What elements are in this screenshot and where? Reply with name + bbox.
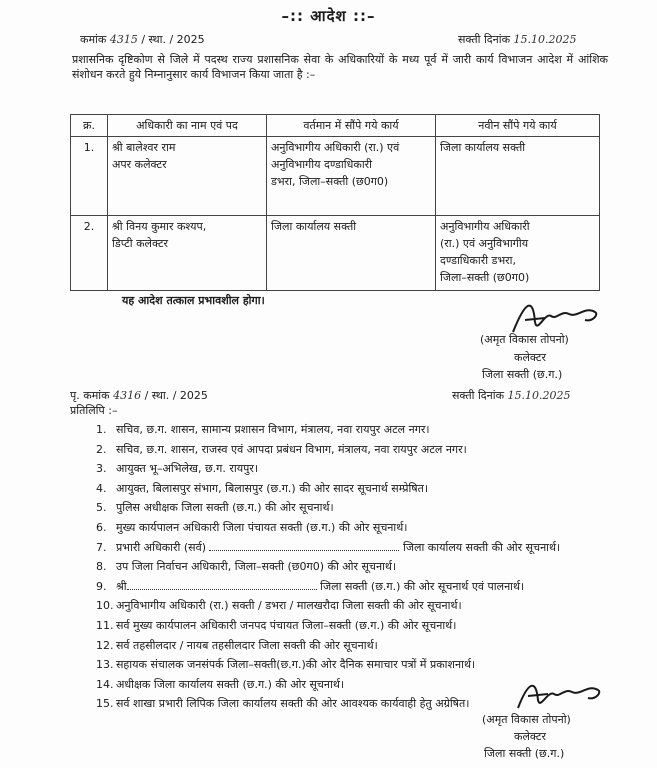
signatory-district: जिला सक्ती (छ.ग.)	[482, 368, 563, 381]
officer-name: श्री बालेश्वर राम	[112, 141, 176, 154]
cell-serial: 2.	[71, 216, 108, 291]
table-row	[71, 216, 600, 291]
new-line: दण्डाधिकारी डभरा,	[440, 254, 517, 267]
ref-prefix: पृ. कमांक	[70, 389, 110, 402]
officer-designation: डिप्टी कलेक्टर	[112, 237, 169, 250]
work-allocation-table	[70, 114, 600, 291]
cell-serial: 1.	[71, 137, 108, 216]
list-item: 2. सचिव, छ.ग. शासन, राजस्व एवं आपदा प्रबंधन विभाग, मंत्रालय, नवा रायपुर अटल नगर।	[96, 442, 467, 456]
list-item: 10. अनुविभागीय अधिकारी (रा.) सक्ती / डभरा / मालखरौदा जिला सक्ती की ओर सूचनार्थ।	[96, 599, 462, 613]
list-item: 9. श्री जिला सक्ती (छ.ग.) की ओर सूचनार्थ एवं पालनार्थ।	[96, 579, 525, 593]
date-value: 15.10.2025	[507, 389, 571, 402]
copy-list	[96, 420, 560, 714]
new-line: जिला कार्यालय सक्ती	[440, 141, 526, 154]
cell-new-work	[436, 216, 600, 291]
signature-mark	[512, 674, 608, 714]
officer-designation: अपर कलेक्टर	[112, 158, 167, 171]
cell-officer	[108, 137, 267, 216]
ref-suffix: / स्था. / 2025	[144, 389, 208, 402]
list-item: 13. सहायक संचालक जनसंपर्क जिला–सक्ती(छ.ग.)की ओर दैनिक समाचार पत्रों में प्रकाशनार्थ।	[96, 658, 476, 672]
date-label: सक्ती दिनांक	[452, 389, 505, 402]
header-serial: क्र.	[71, 115, 108, 137]
new-line: जिला–सक्ती (छ0ग0)	[440, 271, 530, 284]
ref-prefix: कमांक	[80, 33, 107, 46]
list-item: 14. अधीक्षक जिला कार्यालय सक्ती (छ.ग.) की ओर सूचनार्थ।	[96, 677, 345, 691]
signatory-district: जिला सक्ती (छ.ग.)	[484, 747, 565, 760]
order-title: –:: आदेश ::–	[281, 7, 376, 25]
blank-field	[127, 580, 317, 590]
copy-label: प्रतिलिपि :–	[70, 404, 118, 417]
header-new-work: नवीन सौंपे गये कार्य	[436, 115, 600, 137]
ref-suffix: / स्था. / 2025	[141, 33, 205, 46]
cell-current-work	[267, 216, 436, 291]
list-item: 12. सर्व तहसीलदार / नायब तहसीलदार जिला सक्ती की ओर सूचनार्थ।	[96, 638, 378, 652]
list-item: 3. आयुक्त भू–अभिलेख, छ.ग. रायपुर।	[96, 462, 258, 476]
intro-paragraph: प्रशासनिक दृष्टिकोण से जिले में पदस्थ राज्य प्रशासनिक सेवा के अधिकारियों के मध्य पूर्व में जारी कार्य विभाजन आदेश में आंशिक संशोधन करते हुये निम्नानुसार कार्य विभाजन किया जाता है :–	[72, 53, 608, 81]
list-item: 1. सचिव, छ.ग. शासन, सामान्य प्रशासन विभाग, मंत्रालय, नवा रायपुर अटल नगर।	[96, 423, 430, 436]
cell-officer	[108, 216, 267, 291]
officer-name: श्री विनय कुमार कश्यप,	[112, 220, 207, 233]
header-current-work: वर्तमान में सौंपे गये कार्य	[267, 115, 436, 137]
ref-number: 4316	[113, 389, 142, 402]
cell-new-work	[436, 137, 600, 216]
endorsement-date	[452, 388, 571, 403]
list-item: 11. सर्व मुख्य कार्यपालन अधिकारी जनपद पंचायत जिला–सक्ती (छ.ग.) की ओर सूचनार्थ।	[96, 618, 457, 632]
new-line: अनुविभागीय अधिकारी	[440, 220, 530, 233]
signatory-name: (अमृत विकास तोपनो)	[482, 713, 571, 726]
order-reference	[80, 32, 205, 47]
date-value: 15.10.2025	[513, 33, 577, 46]
signatory-designation: कलेक्टर	[514, 351, 546, 364]
cell-current-work	[267, 137, 436, 216]
list-item: 4. आयुक्त, बिलासपुर संभाग, बिलासपुर (छ.ग.) की ओर सादर सूचनार्थ सम्प्रेषित।	[96, 481, 429, 495]
blank-field	[209, 541, 399, 551]
list-item: 8. उप जिला निर्वाचन अधिकारी, जिला–सक्ती (छ0ग0) की ओर सूचनार्थ।	[96, 560, 397, 574]
effective-statement: यह आदेश तत्काल प्रभावशील होगा।	[122, 294, 265, 307]
current-line: अनुविभागीय अधिकारी (रा.) एवं	[271, 141, 400, 154]
ref-number: 4315	[109, 33, 138, 46]
current-line: डभरा, जिला–सक्ती (छ0ग0)	[271, 175, 389, 188]
signatory-name: (अमृत विकास तोपनो)	[480, 333, 569, 346]
signatory-designation: कलेक्टर	[514, 730, 546, 743]
list-item: 5. पुलिस अधीक्षक जिला सक्ती (छ.ग.) की ओर सूचनार्थ।	[96, 501, 334, 515]
list-item: 6. मुख्य कार्यपालन अधिकारी जिला पंचायत सक्ती (छ.ग.) की ओर सूचनार्थ।	[96, 520, 408, 534]
order-date	[458, 32, 577, 47]
current-line: अनुविभागीय दण्डाधिकारी	[271, 158, 373, 171]
list-item: 7. प्रभारी अधिकारी (सर्व) जिला कार्यालय सक्ती की ओर सूचनार्थ।	[96, 540, 561, 554]
header-officer: अधिकारी का नाम एवं पद	[108, 115, 267, 137]
list-item: 15. सर्व शाखा प्रभारी लिपिक जिला कार्यालय सक्ती की ओर आवश्यक कार्यवाही हेतु अग्रेषित।	[96, 697, 470, 711]
endorsement-reference	[70, 388, 208, 403]
date-label: सक्ती दिनांक	[458, 33, 511, 46]
table-row	[71, 137, 600, 216]
new-line: (रा.) एवं अनुविभागीय	[440, 237, 529, 250]
current-line: जिला कार्यालय सक्ती	[271, 220, 357, 233]
table-header-row	[71, 115, 600, 137]
